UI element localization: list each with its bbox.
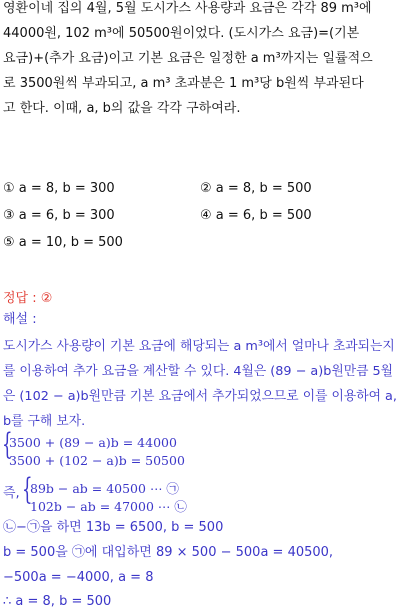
- problem-line-4: 로 3500원씩 부과되고, a m³ 초과분은 1 m³당 b원씩 부과된다: [3, 76, 364, 91]
- problem-line-3: 요금)+(추가 요금)이고 기본 요금은 일정한 a m³까지는 일률적으: [3, 51, 373, 66]
- explanation-line-4: b를 구해 보자.: [3, 414, 86, 429]
- brace-system-2: {: [22, 472, 33, 507]
- choice-2[interactable]: ② a = 8, b = 500: [200, 181, 312, 196]
- choice-5[interactable]: ⑤ a = 10, b = 500: [3, 235, 123, 250]
- system2-eq-1: 89b − ab = 40500 ⋯ ㉠: [30, 481, 179, 496]
- explanation-line-1: 도시가스 사용량이 기본 요금에 해당되는 a m³에서 얼마나 초과되는지: [3, 339, 395, 354]
- explanation-line-3: 은 (102 − a)b원만큼 기본 요금에서 추가되었으므로 이를 이용하여 a,: [3, 389, 397, 404]
- explanation-line-2: 를 이용하여 추가 요금을 계산할 수 있다. 4월은 (89 − a)b원만큼 5월: [3, 364, 394, 379]
- step-2: b = 500을 ㉠에 대입하면 89 × 500 − 500a = 40500,: [3, 545, 334, 560]
- choice-4[interactable]: ④ a = 6, b = 500: [200, 208, 312, 223]
- step-1: ㉡−㉠을 하면 13b = 6500, b = 500: [3, 520, 224, 535]
- explanation-heading: 해설 :: [3, 312, 37, 327]
- brace-system-1: {: [2, 427, 13, 462]
- problem-line-5: 고 한다. 이때, a, b의 값을 각각 구하여라.: [3, 101, 241, 116]
- choice-1[interactable]: ① a = 8, b = 300: [3, 181, 115, 196]
- system2-eq-2: 102b − ab = 47000 ⋯ ㉡: [30, 499, 187, 514]
- system1-eq-2: 3500 + (102 − a)b = 50500: [9, 453, 185, 468]
- step-3: −500a = −4000, a = 8: [3, 570, 154, 585]
- answer-label: 정답 : ②: [3, 291, 53, 306]
- problem-line-1: 영환이네 집의 4월, 5월 도시가스 사용량과 요금은 각각 89 m³에: [3, 1, 372, 16]
- jeuk-label: 즉,: [3, 486, 20, 501]
- system1-eq-1: 3500 + (89 − a)b = 44000: [9, 435, 177, 450]
- step-4: ∴ a = 8, b = 500: [3, 594, 112, 609]
- choice-3[interactable]: ③ a = 6, b = 300: [3, 208, 115, 223]
- problem-line-2: 44000원, 102 m³에 50500원이었다. (도시가스 요금)=(기본: [3, 26, 360, 41]
